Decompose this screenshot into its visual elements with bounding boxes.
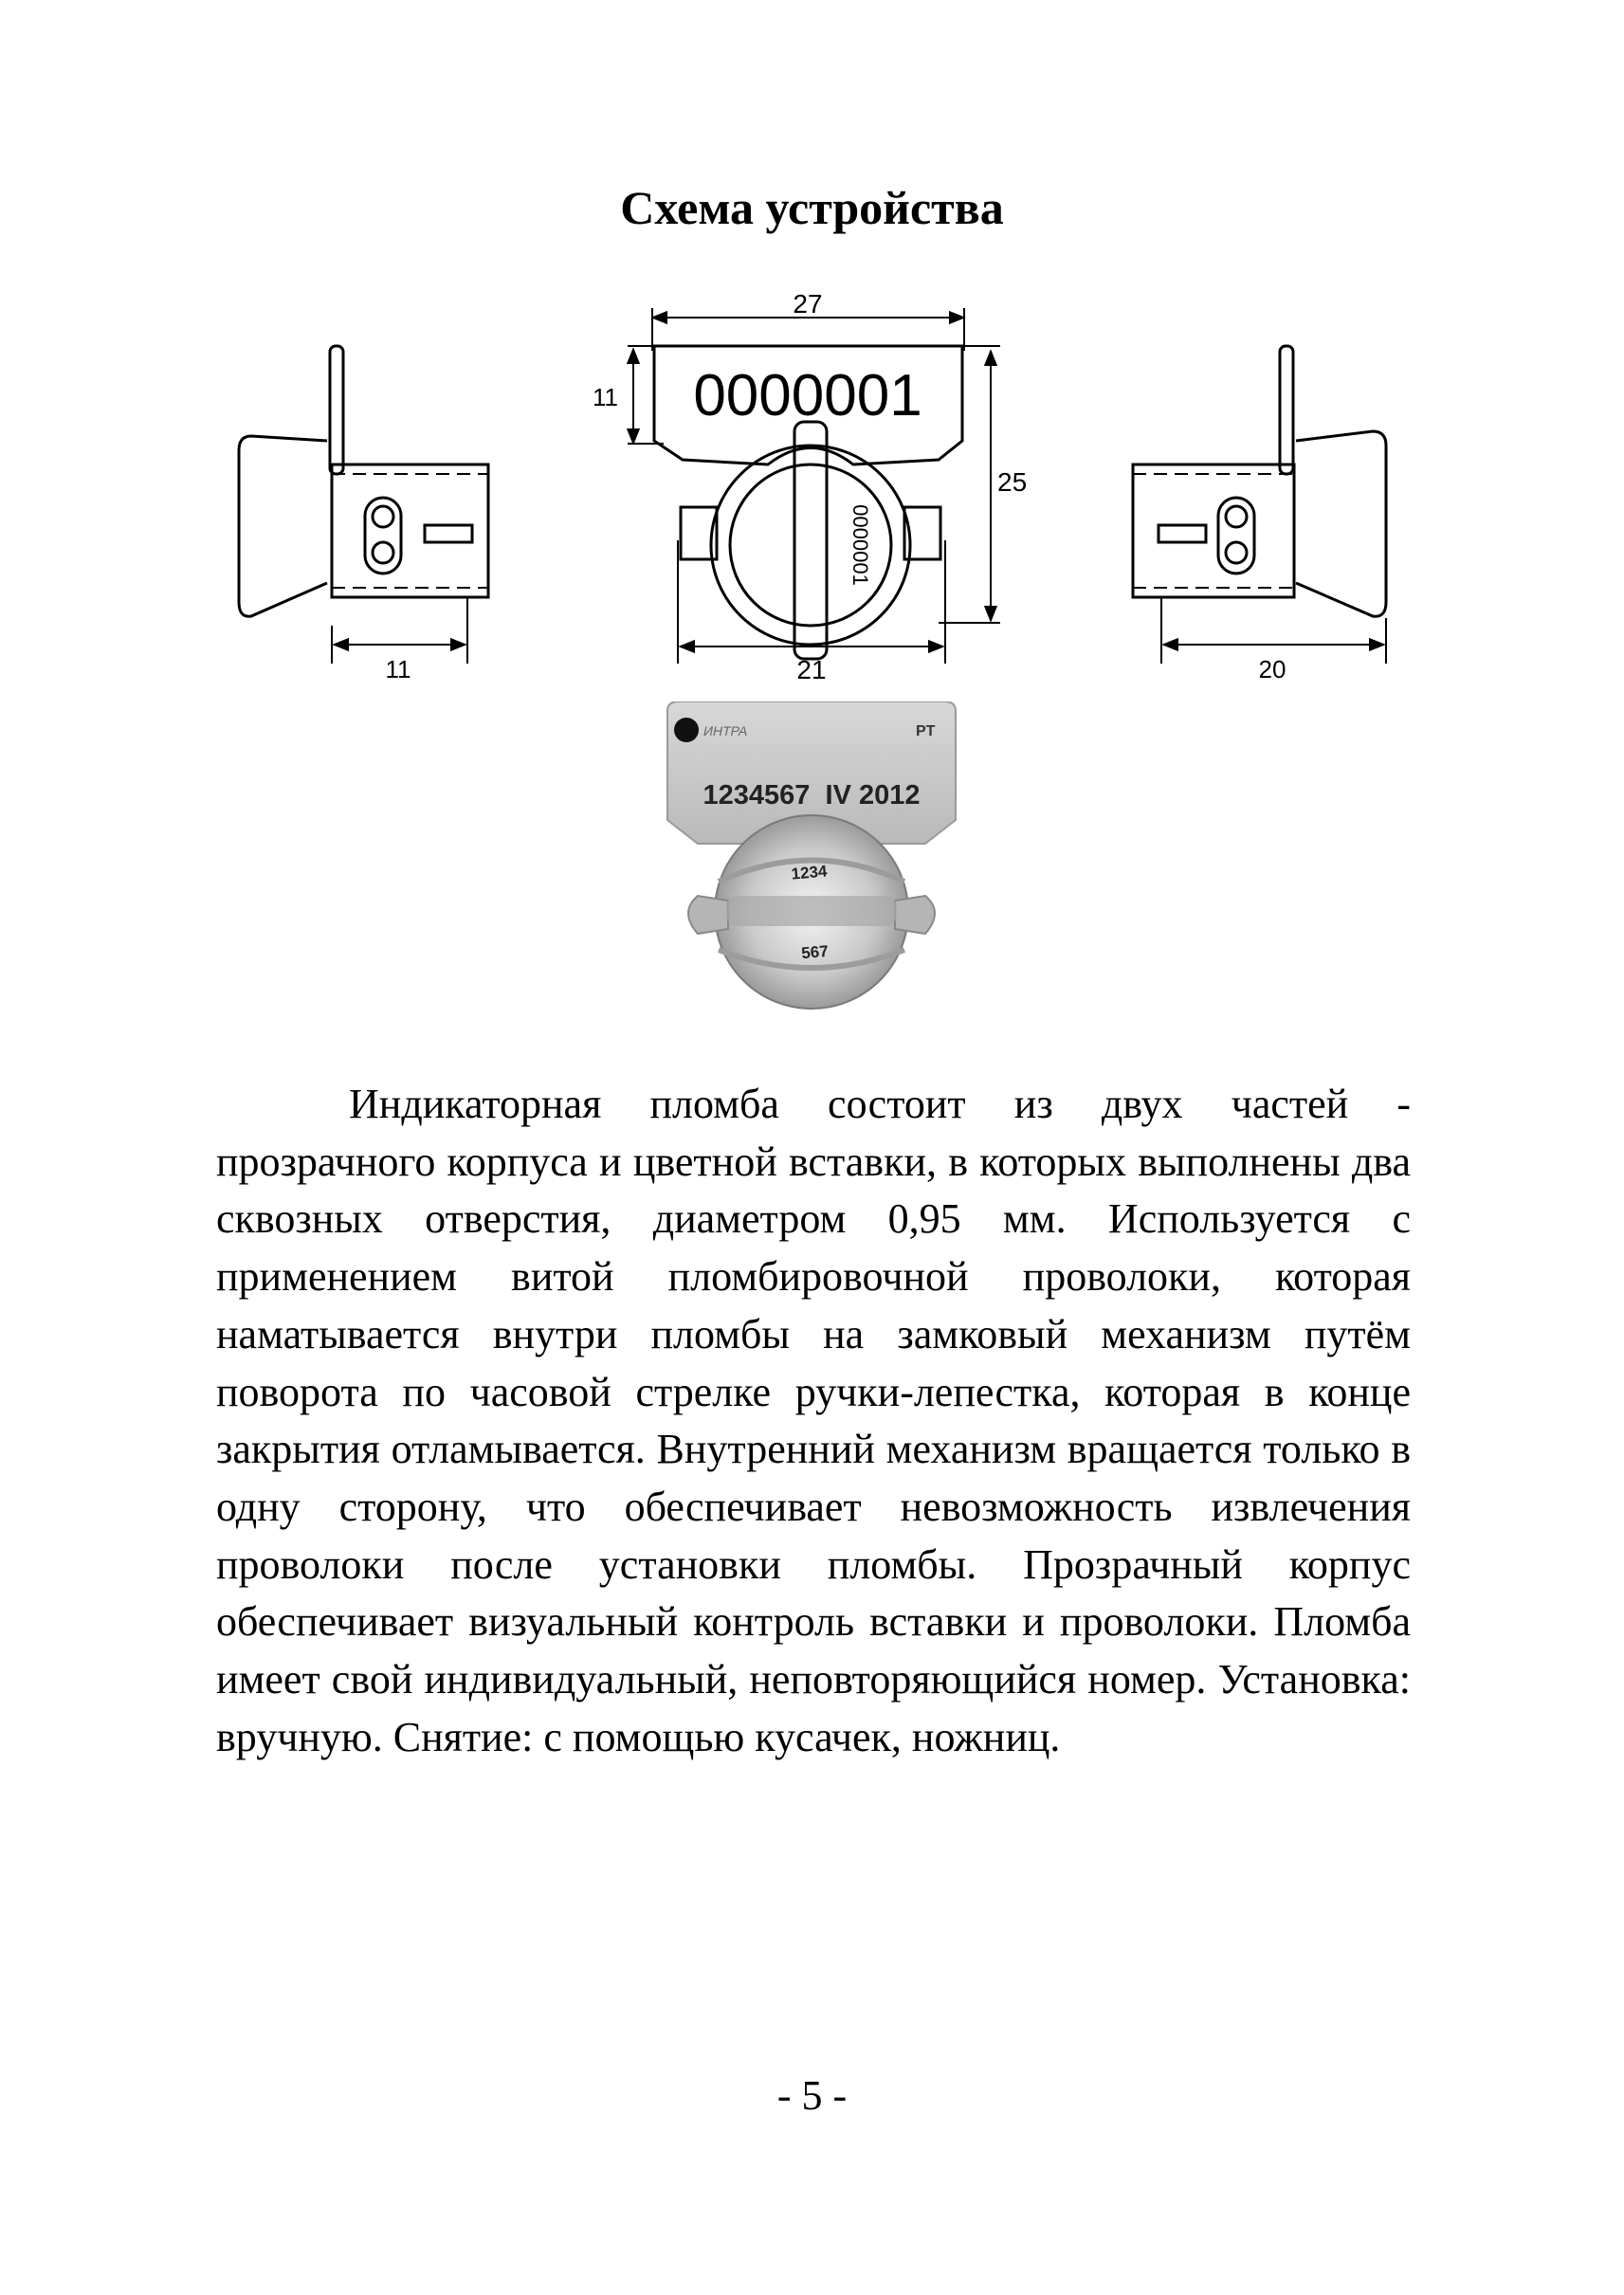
right-petal [1280, 346, 1293, 474]
photo-logo-dot [674, 718, 699, 742]
page-title: Схема устройства [620, 181, 1004, 234]
front-serial-number-small: 0000001 [848, 504, 872, 586]
front-height-total-label: 25 [997, 467, 1028, 497]
front-width-bottom-label: 21 [796, 655, 827, 684]
photo-brand: ИНТРА [703, 723, 748, 738]
photo-disc-bottom: 567 [800, 941, 830, 963]
right-handle-wing [1296, 431, 1386, 616]
seal-photo [660, 701, 963, 1014]
device-diagram-svg [0, 275, 1624, 711]
front-tab-height-label: 11 [593, 383, 618, 411]
description-paragraph: Индикаторная пломба состоит из двух частей - прозрачного корпуса и цветной вставки, в которых выполнены два сквозных отверстия, диаметром 0,95 мм. Используется с применением витой пломбировочной проволоки, которая наматывается внутри пломбы на замковый механизм путём поворота по часовой стрелке ручки-лепестка, которая в конце закрытия отламывается. Внутренний механизм вращается только в одну сторону, что обеспечивает невозможность извлечения проволоки после установки пломбы. Прозрачный корпус обеспечивает визуальный контроль вставки и проволоки. Пломба имеет свой индивидуальный, неповторяющийся номер. Установка: вручную. Снятие: с помощью кусачек, ножниц. [216, 1081, 1411, 1760]
left-body [332, 464, 488, 597]
photo-disc-top: 1234 [790, 862, 829, 883]
front-serial-number: 0000001 [693, 363, 922, 428]
left-petal [330, 346, 343, 474]
front-view [628, 308, 1000, 664]
left-side-view [239, 346, 488, 664]
photo-number-date: 1234567 IV 2012 [703, 780, 921, 811]
page-number: - 5 - [776, 2072, 848, 2119]
front-disc-outer [711, 446, 910, 645]
front-width-top-label: 27 [793, 289, 823, 319]
right-dimension-label: 20 [1258, 655, 1286, 683]
front-petal-bar [794, 422, 827, 659]
left-dimension-label: 11 [385, 655, 411, 683]
photo-marking: PT [916, 723, 936, 739]
seal-photo-svg [660, 701, 963, 1014]
left-handle-wing [239, 436, 327, 616]
right-side-view [1133, 346, 1386, 664]
device-diagram [0, 275, 1624, 711]
